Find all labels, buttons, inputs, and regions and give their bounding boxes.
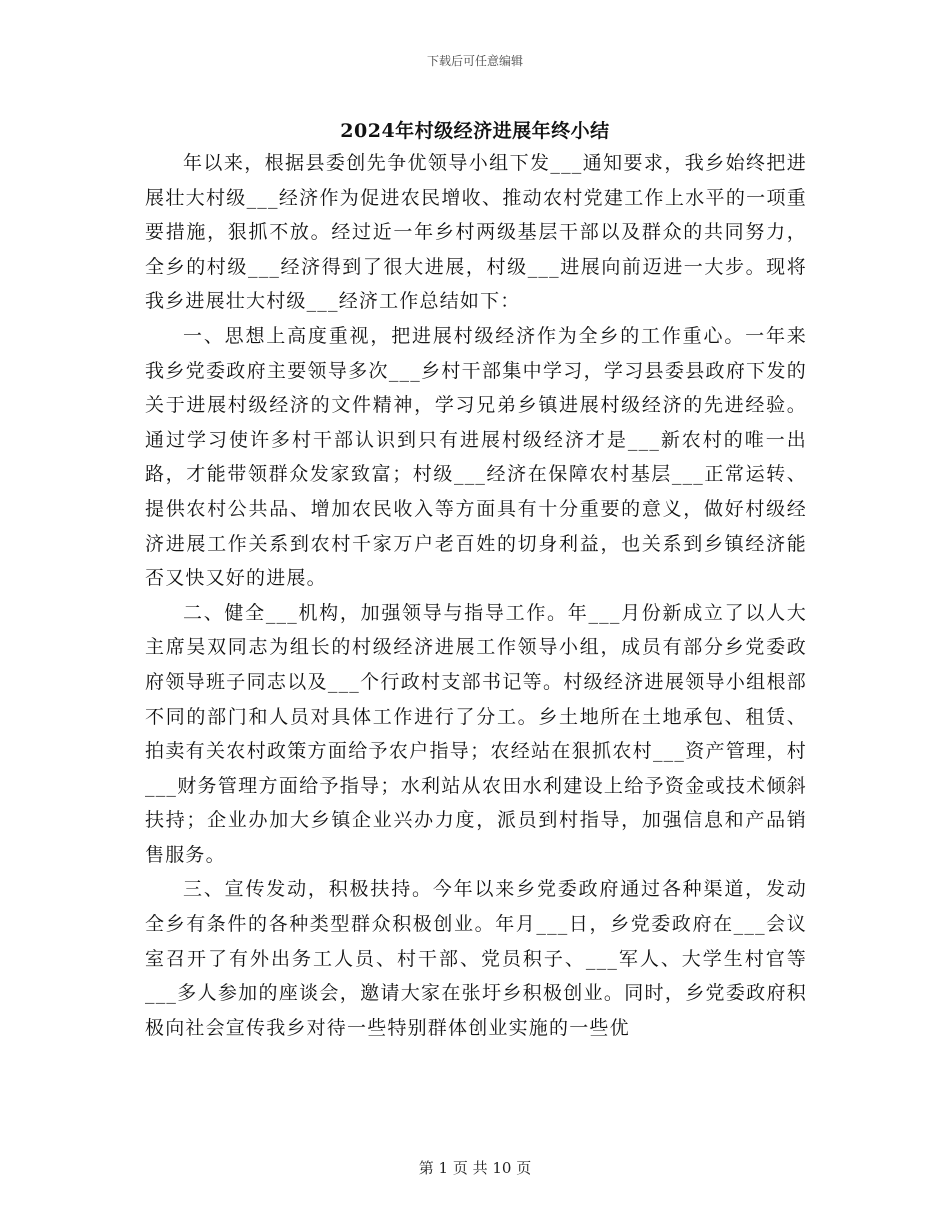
paragraph-intro: 年以来，根据县委创先争优领导小组下发___通知要求，我乡始终把进展壮大村级___经济作为促进农民增收、推动农村党建工作上水平的一项重要措施，狠抓不放。经过近一年乡村两级基层干部以及群众的共同努力，全乡的村级___经济得到了很大进展，村级___进展向前迈进一大步。现将我乡进展壮大村级___经济工作总结如下： [145, 152, 807, 313]
paragraph-section-1: 一、思想上高度重视，把进展村级经济作为全乡的工作重心。一年来我乡党委政府主要领导多次___乡村干部集中学习，学习县委县政府下发的关于进展村级经济的文件精神，学习兄弟乡镇进展村级经济的先进经验。通过学习使许多村干部认识到只有进展村级经济才是___新农村的唯一出路，才能带领群众发家致富；村级___经济在保障农村基层___正常运转、提供农村公共品、增加农民收入等方面具有十分重要的意义，做好村级经济进展工作关系到农村千家万户老百姓的切身利益，也关系到乡镇经济能否又快又好的进展。 [145, 324, 807, 590]
page-header: 下载后可任意编辑 [426, 54, 523, 68]
document-title: 2024年村级经济进展年终小结 [340, 120, 610, 142]
page-number-footer: 第 1 页 共 10 页 [418, 1159, 532, 1177]
paragraph-section-2: 二、健全___机构，加强领导与指导工作。年___月份新成立了以人大主席吴双同志为组长的村级经济进展工作领导小组，成员有部分乡党委政府领导班子同志以及___个行政村支部书记等。村级经济进展领导小组根部不同的部门和人员对具体工作进行了分工。乡土地所在土地承包、租赁、拍卖有关农村政策方面给予农户指导；农经站在狠抓农村___资产管理，村___财务管理方面给予指导；水利站从农田水利建设上给予资金或技术倾斜扶持；企业办加大乡镇企业兴办力度，派员到村指导，加强信息和产品销售服务。 [145, 601, 807, 866]
document-body [145, 146, 807, 1045]
paragraph-section-3: 三、宣传发动，积极扶持。今年以来乡党委政府通过各种渠道，发动全乡有条件的各种类型群众积极创业。年月___日，乡党委政府在___会议室召开了有外出务工人员、村干部、党员积子、___军人、大学生村官等___多人参加的座谈会，邀请大家在张圩乡积极创业。同时，乡党委政府积极向社会宣传我乡对待一些特别群体创业实施的一些优 [145, 878, 807, 1039]
